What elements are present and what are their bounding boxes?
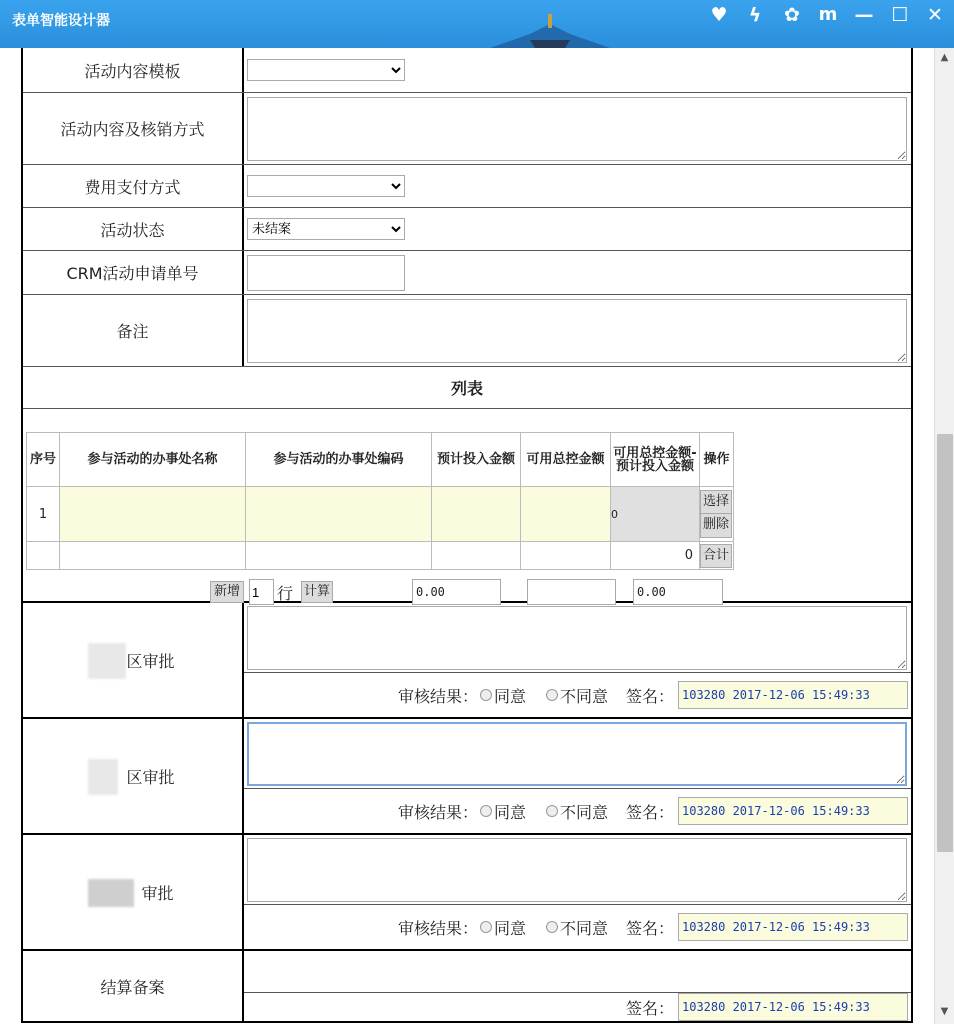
redacted-mark [88,643,126,679]
result-label: 审核结果： [397,686,478,706]
heart-icon[interactable]: ♥ [710,4,728,26]
crm-input[interactable] [247,255,405,291]
sum-diff[interactable]: 0.00 [633,579,723,605]
sum-button[interactable]: 合计 [700,544,732,568]
sign-label: 签名： [625,998,674,1018]
signature-field: 103280 2017-12-06 15:49:33 [678,913,908,941]
label-crm: CRM活动申请单号 [23,251,244,294]
minimize-icon[interactable]: — [854,4,874,26]
disagree-radio[interactable] [546,921,558,933]
approval-comment-3[interactable] [247,838,907,902]
result-label: 审核结果： [397,802,478,822]
select-button[interactable]: 选择 [700,490,732,514]
approval-comment-1[interactable] [247,606,907,670]
settlement-label: 结算备案 [23,951,244,1021]
agree-radio[interactable] [480,921,492,933]
agree-radio[interactable] [480,805,492,817]
scrollbar-thumb[interactable] [937,434,953,852]
approval-label-1: 区审批 [126,651,175,671]
agree-label: 同意 [493,686,526,706]
col-header-estimated: 预计投入金额 [432,433,521,487]
template-select[interactable] [247,59,405,81]
disagree-label: 不同意 [559,918,608,938]
disagree-label: 不同意 [559,686,608,706]
maximize-icon[interactable]: ☐ [891,4,909,26]
redacted-mark [88,879,134,907]
status-select[interactable] [247,218,405,240]
label-template: 活动内容模板 [23,48,244,92]
table-row [27,487,734,542]
col-header-available: 可用总控金额 [521,433,611,487]
method-textarea[interactable] [247,97,907,161]
approval-label-3: 审批 [141,883,174,903]
sum-estimated[interactable]: 0.00 [412,579,501,605]
form-table [21,48,913,1023]
total-row [27,542,734,570]
title-bar [0,0,954,48]
row-count-input[interactable] [249,579,274,605]
label-status: 活动状态 [23,208,244,250]
col-header-diff: 可用总控金额-预计投入金额 [611,433,700,487]
label-remark: 备注 [23,295,244,366]
label-payment: 费用支付方式 [23,165,244,207]
gear-icon[interactable]: ✿ [784,4,800,26]
settlement-content [244,951,911,993]
grid-toolbar [23,579,911,603]
office-name-cell[interactable] [60,487,246,542]
agree-label: 同意 [493,802,526,822]
redacted-mark [88,759,118,795]
result-label: 审核结果： [397,918,478,938]
approval-label-2: 区审批 [126,767,175,787]
close-icon[interactable]: ✕ [927,4,943,26]
agree-label: 同意 [493,918,526,938]
available-cell[interactable] [521,487,611,542]
col-header-office-name: 参与活动的办事处名称 [60,433,246,487]
list-section-title: 列表 [23,367,911,409]
list-area [23,409,911,603]
delete-button[interactable]: 删除 [700,514,732,538]
row-payment [23,165,911,208]
row-index: 1 [27,487,60,542]
add-row-button[interactable]: 新增 [210,581,244,603]
col-header-index: 序号 [27,433,60,487]
scroll-down-icon[interactable]: ▼ [940,1006,949,1017]
approval-block-1 [23,603,911,719]
row-template [23,48,911,93]
approval-comment-2[interactable] [247,722,907,786]
agree-radio[interactable] [480,689,492,701]
calculate-button[interactable]: 计算 [301,581,333,603]
bolt-icon[interactable]: ϟ [748,4,762,26]
row-crm [23,251,911,295]
window-title: 表单智能设计器 [12,13,110,29]
sign-label: 签名： [625,802,674,822]
book-icon[interactable]: m [818,4,838,25]
settlement-block [23,951,911,1023]
signature-field: 103280 2017-12-06 15:49:33 [678,797,908,825]
sign-label: 签名： [625,918,674,938]
signature-field: 103280 2017-12-06 15:49:33 [678,993,908,1021]
sign-label: 签名： [625,686,674,706]
row-remark [23,295,911,367]
estimated-cell[interactable] [432,487,521,542]
detail-grid [26,432,734,570]
vertical-scrollbar[interactable] [934,48,954,1024]
total-value: 0 [611,542,700,570]
sum-available[interactable] [527,579,616,605]
disagree-radio[interactable] [546,805,558,817]
payment-select[interactable] [247,175,405,197]
row-method [23,93,911,165]
col-header-ops: 操作 [700,433,734,487]
remark-textarea[interactable] [247,299,907,363]
form-viewport [0,48,934,1024]
scroll-up-icon[interactable]: ▲ [940,52,949,63]
label-method: 活动内容及核销方式 [23,93,244,164]
diff-cell: 0 [611,487,700,542]
row-unit-label: 行 [277,584,294,603]
temple-decoration-icon [470,14,630,48]
office-code-cell[interactable] [246,487,432,542]
signature-field: 103280 2017-12-06 15:49:33 [678,681,908,709]
approval-block-3 [23,835,911,951]
disagree-label: 不同意 [559,802,608,822]
disagree-radio[interactable] [546,689,558,701]
approval-block-2 [23,719,911,835]
col-header-office-code: 参与活动的办事处编码 [246,433,432,487]
row-status [23,208,911,251]
